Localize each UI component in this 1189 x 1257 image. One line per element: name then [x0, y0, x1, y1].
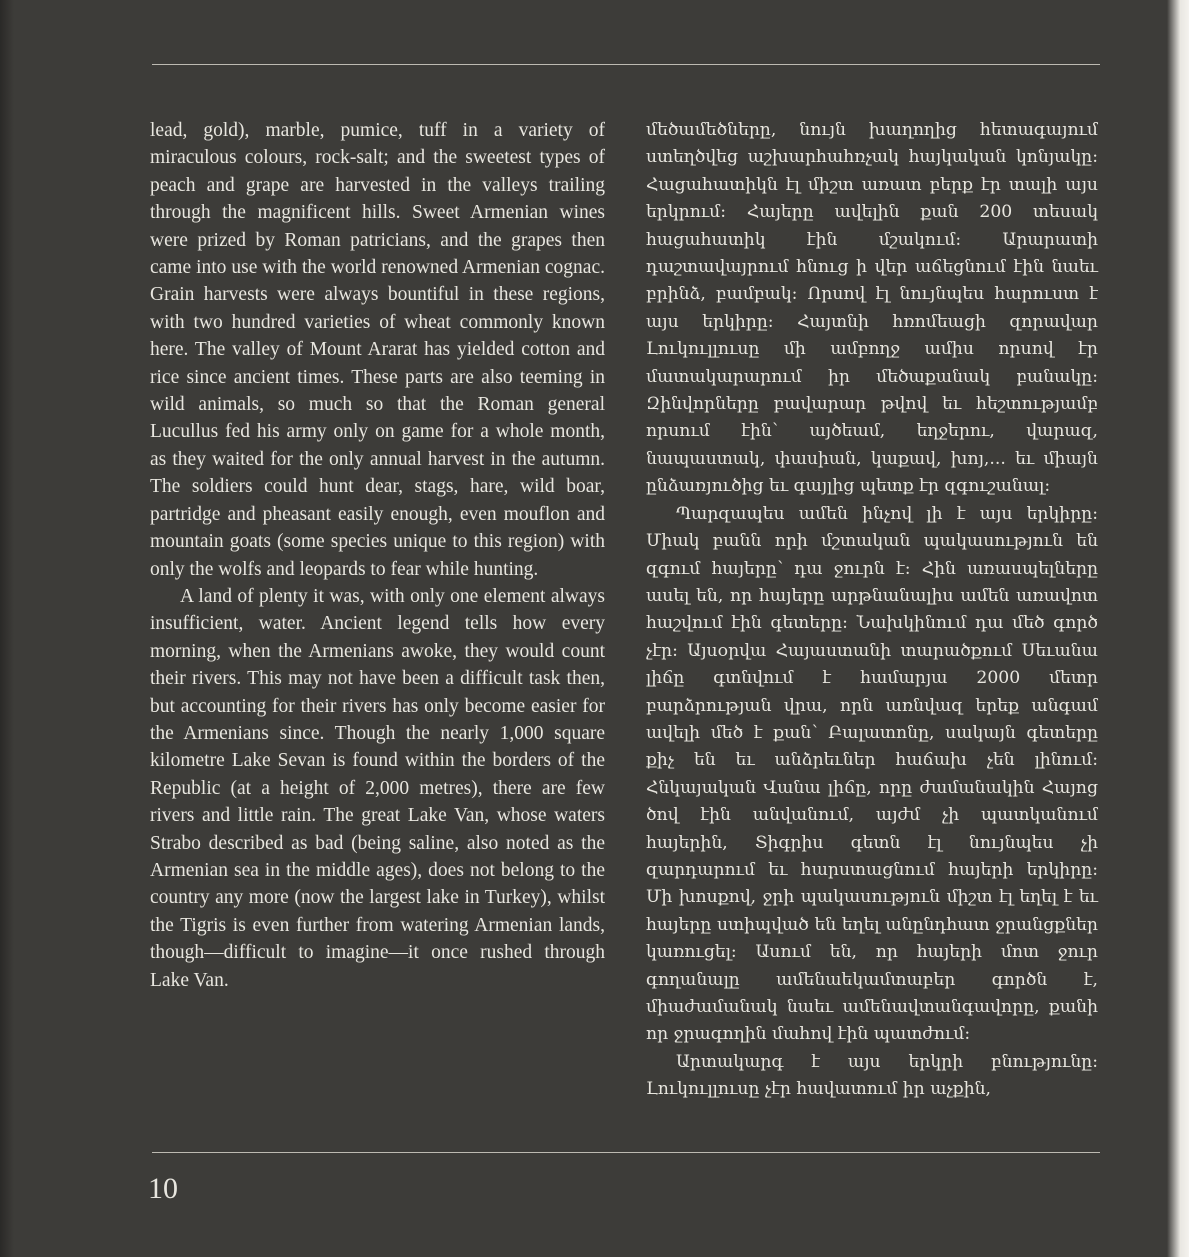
armenian-text-column [646, 117, 1098, 1104]
armenian-paragraph-3: Արտակարգ է այս երկրի բնությունը: Լուկուլլուսը չէր հավատում իր աչքին, [646, 1051, 1098, 1100]
english-paragraph-1: lead, gold), marble, pumice, tuff in a variety of miraculous colours, rock-salt; and the sweetest types of peach and grape are harvested in the valleys trailing through the magnificent hills. Sweet Armenian wines were prized by Roman patricians, and the grapes then came into use with the world renowned Armenian cognac. Grain harvests were always bountiful in these regions, with two hundred varieties of wheat commonly known here. The valley of Mount Ararat has yielded cotton and rice since ancient times. These parts are also teeming in wild animals, so much so that the Roman general Lucullus fed his army only on game for a whole month, as they waited for the only annual harvest in the autumn. The soldiers could hunt dear, stags, hare, wild boar, partridge and pheasant easily enough, even mouflon and mountain goats (some species unique to this region) with only the wolfs and leopards to fear while hunting. [150, 120, 605, 580]
page-edge [1167, 0, 1189, 1257]
page-gutter-shadow [0, 0, 14, 1257]
top-rule [152, 64, 1100, 65]
english-text-column [150, 117, 605, 994]
armenian-paragraph-2: Պարզապես ամեն ինչով լի է այս երկիրը: Միակ բանն որի մշտական պակասություն են զգում հայերը՝ դա ջուրն է: Հին առասպելները ասել են, որ հայերը արթնանալիս ամեն առավոտ հաշվում էին գետերը: Նախկինում դա մեծ գործ չէր: Այսօրվա Հայաստանի տարածքում Սեւանա լիճը գտնվում է համարյա 2000 մետր բարձրության վրա, որն առնվազ երեք անգամ ավելի մեծ է քան՝ Բալատոնը, սակայն գետերը քիչ են եւ անձրեւներ հաճախ չեն լինում: Հնկայական Վանա լիճը, որը ժամանակին Հայոց ծով էին անվանում, այժմ չի պատկանում հայերին, Տիգրիս գետն էլ նույնպես չի զարդարում եւ հարստացնում հայերի երկիրը: Մի խոսքով, ջրի պակասություն միշտ էլ եղել է եւ հայերը ստիպված են եղել անընդհատ ջրանցքներ կառուցել: Ասում են, որ հայերի մոտ ջուր գողանալը ամենաեկամտաբեր գործն է, միաժամանակ նաեւ ամենավտանգավորը, քանի որ ջրագողին մահով էին պատժում: [646, 503, 1098, 1045]
bottom-rule [152, 1152, 1100, 1153]
page-number: 10 [148, 1172, 178, 1205]
english-paragraph-2: A land of plenty it was, with only one element always insufficient, water. Ancient legend tells how every morning, when the Armenians awoke, they would count their rivers. This may not have been a difficult task then, but accounting for their rivers has only become easier for the Armenians since. Though the nearly 1,000 square kilometre Lake Sevan is found within the borders of the Republic (at a height of 2,000 metres), there are few rivers and little rain. The great Lake Van, whose waters Strabo described as bad (being saline, also noted as the Armenian sea in the middle ages), does not belong to the country any more (now the largest lake in Turkey), whilst the Tigris is even further from watering Armenian lands, though—difficult to imagine—it once rushed through Lake Van. [150, 585, 605, 991]
armenian-paragraph-1: մեծամեծները, նույն խաղողից հետագայում ստեղծվեց աշխարհահռչակ հայկական կոնյակը: Հացահատիկն էլ միշտ առատ բերք էր տալի այս երկրում: Հայերը ավելին քան 200 տեսակ հացահատիկ էին մշակում: Արարատի դաշտավայրում հնուց ի վեր աճեցնում էին նաեւ բրինձ, բամբակ: Որսով էլ նույնպես հարուստ է այս երկիրը: Հայտնի հռոմեացի զորավար Լուկուլլուսը մի ամբողջ ամիս որսով էր մատակարարում իր մեծաքանակ բանակը: Զինվորները բավարար թվով եւ հեշտությամբ որսում էին՝ այծեամ, եղջերու, վարազ, նապաստակ, փասիան, կաքավ, խոյ,... եւ միայն ընձառյուծից եւ գայլից պետք էր զգուշանալ: [646, 120, 1098, 497]
